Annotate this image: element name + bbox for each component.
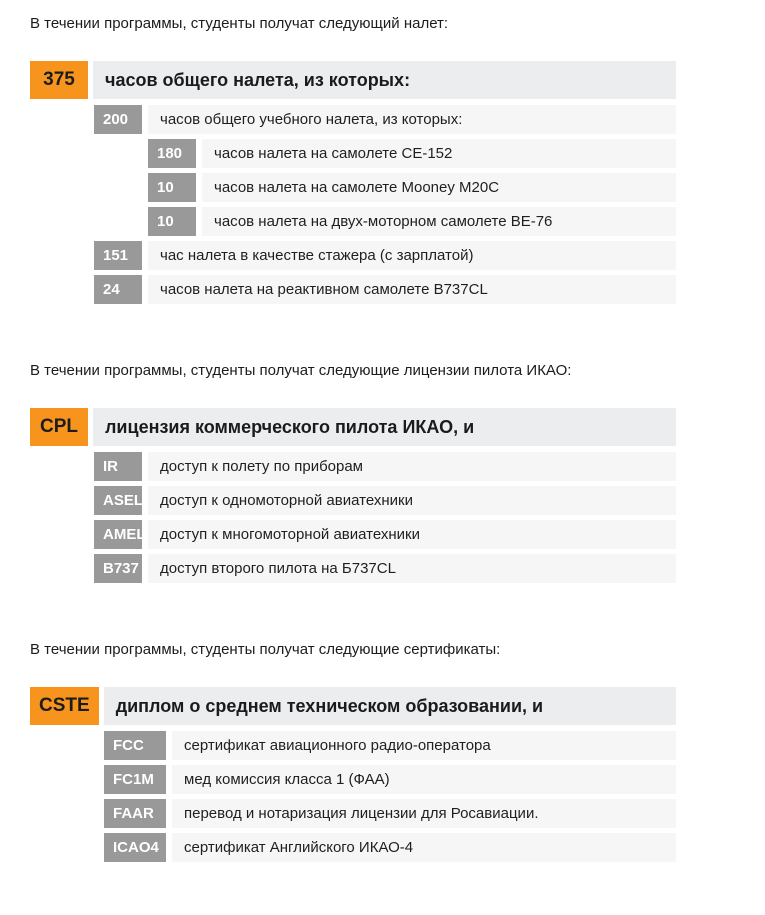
section-intro-text: В течении программы, студенты получат следующий налет: <box>30 15 449 32</box>
table-header-row <box>30 408 676 446</box>
row-badge: 180 <box>148 139 196 168</box>
table-row <box>94 452 676 481</box>
results-table <box>30 408 676 583</box>
table-header-row <box>30 61 676 99</box>
row-badge: B737 <box>94 554 142 583</box>
row-label: доступ к одномоторной авиатехники <box>148 486 676 515</box>
row-badge: FAAR <box>104 799 166 828</box>
table-row <box>148 139 676 168</box>
row-badge: 200 <box>94 105 142 134</box>
table-row <box>94 554 676 583</box>
table-row <box>148 207 676 236</box>
row-label: часов налета на самолете Mooney M20C <box>202 173 676 202</box>
results-table <box>30 687 676 862</box>
section-intro-text: В течении программы, студенты получат следующие сертификаты: <box>30 641 501 658</box>
table-row <box>104 799 676 828</box>
row-label: часов налета на самолете CE-152 <box>202 139 676 168</box>
row-badge: ICAO4 <box>104 833 166 862</box>
table-rows <box>30 105 676 304</box>
header-badge: 375 <box>30 61 88 99</box>
row-badge: AMEL <box>94 520 142 549</box>
program-section <box>30 14 765 304</box>
table-row <box>94 520 676 549</box>
row-badge: 10 <box>148 173 196 202</box>
table-row <box>148 173 676 202</box>
row-label: перевод и нотаризация лицензии для Росавиации. <box>172 799 676 828</box>
row-label: доступ к многомоторной авиатехники <box>148 520 676 549</box>
table-row <box>104 833 676 862</box>
header-label: часов общего налета, из которых: <box>93 61 676 99</box>
row-label: час налета в качестве стажера (с зарплатой) <box>148 241 676 270</box>
row-badge: FC1M <box>104 765 166 794</box>
table-header-row <box>30 687 676 725</box>
row-label: мед комиссия класса 1 (ФАА) <box>172 765 676 794</box>
table-rows <box>30 452 676 583</box>
page-content <box>30 14 765 862</box>
header-label: лицензия коммерческого пилота ИКАО, и <box>93 408 676 446</box>
table-rows <box>30 731 676 862</box>
row-badge: FCC <box>104 731 166 760</box>
row-label: сертификат Английского ИКАО-4 <box>172 833 676 862</box>
table-row <box>94 486 676 515</box>
row-badge: 24 <box>94 275 142 304</box>
table-row <box>94 105 676 134</box>
header-badge: CSTE <box>30 687 99 725</box>
section-intro-text: В течении программы, студенты получат следующие лицензии пилота ИКАО: <box>30 362 572 379</box>
header-badge: CPL <box>30 408 88 446</box>
row-label: доступ к полету по приборам <box>148 452 676 481</box>
table-row <box>94 241 676 270</box>
program-section <box>30 640 765 862</box>
header-label: диплом о среднем техническом образовании, и <box>104 687 676 725</box>
row-label: сертификат авиационного радио-оператора <box>172 731 676 760</box>
row-label: доступ второго пилота на Б737CL <box>148 554 676 583</box>
row-label: часов общего учебного налета, из которых: <box>148 105 676 134</box>
table-row <box>94 275 676 304</box>
row-badge: 10 <box>148 207 196 236</box>
row-badge: IR <box>94 452 142 481</box>
row-label: часов налета на реактивном самолете B737CL <box>148 275 676 304</box>
row-badge: ASEL <box>94 486 142 515</box>
results-table <box>30 61 676 304</box>
program-section <box>30 361 765 583</box>
table-row <box>104 765 676 794</box>
row-label: часов налета на двух-моторном самолете BE-76 <box>202 207 676 236</box>
table-row <box>104 731 676 760</box>
row-badge: 151 <box>94 241 142 270</box>
